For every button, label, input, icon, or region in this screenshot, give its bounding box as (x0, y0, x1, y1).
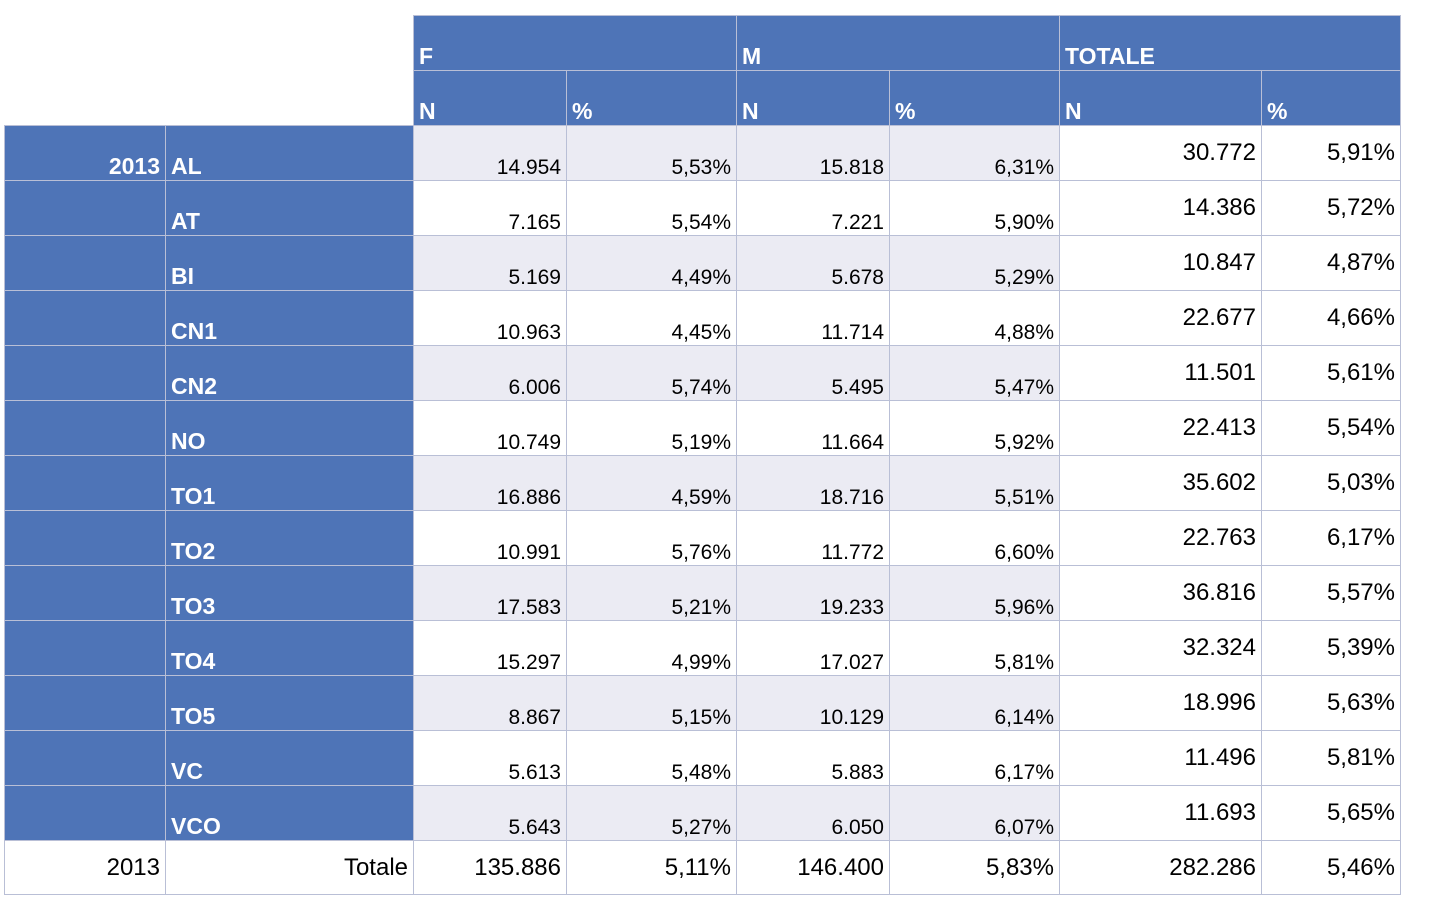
row-label-cell: TO1 (166, 456, 414, 511)
f-n-cell: 10.991 (414, 511, 567, 566)
t-pct-cell: 5,57% (1262, 566, 1401, 621)
f-n-cell: 5.613 (414, 731, 567, 786)
t-n-cell: 22.413 (1060, 401, 1262, 456)
row-label-cell: TO4 (166, 621, 414, 676)
sub-header-t-pct: % (1262, 71, 1401, 126)
data-table (4, 15, 1401, 895)
m-n-cell: 15.818 (737, 126, 890, 181)
row-year-cell (5, 786, 166, 841)
m-n-cell: 17.027 (737, 621, 890, 676)
row-year-cell (5, 346, 166, 401)
total-m-n-cell: 146.400 (737, 841, 890, 895)
m-pct-cell: 4,88% (890, 291, 1060, 346)
table-row (5, 676, 1401, 731)
f-n-cell: 5.643 (414, 786, 567, 841)
t-n-cell: 35.602 (1060, 456, 1262, 511)
f-n-cell: 14.954 (414, 126, 567, 181)
sub-header-f-pct: % (567, 71, 737, 126)
table-row (5, 126, 1401, 181)
t-n-cell: 11.693 (1060, 786, 1262, 841)
m-pct-cell: 6,60% (890, 511, 1060, 566)
total-f-pct-cell: 5,11% (567, 841, 737, 895)
header-group-row (5, 16, 1401, 71)
m-pct-cell: 6,31% (890, 126, 1060, 181)
row-label-cell: VC (166, 731, 414, 786)
t-pct-cell: 5,81% (1262, 731, 1401, 786)
corner-cell (5, 16, 414, 71)
sub-header-m-n: N (737, 71, 890, 126)
sub-header-m-pct: % (890, 71, 1060, 126)
t-pct-cell: 5,61% (1262, 346, 1401, 401)
t-n-cell: 14.386 (1060, 181, 1262, 236)
f-n-cell: 16.886 (414, 456, 567, 511)
row-label-cell: AL (166, 126, 414, 181)
row-label-cell: NO (166, 401, 414, 456)
t-pct-cell: 4,87% (1262, 236, 1401, 291)
t-n-cell: 22.763 (1060, 511, 1262, 566)
f-n-cell: 15.297 (414, 621, 567, 676)
m-pct-cell: 5,47% (890, 346, 1060, 401)
m-n-cell: 18.716 (737, 456, 890, 511)
m-pct-cell: 5,92% (890, 401, 1060, 456)
table-row (5, 511, 1401, 566)
t-n-cell: 32.324 (1060, 621, 1262, 676)
f-pct-cell: 5,76% (567, 511, 737, 566)
m-n-cell: 11.714 (737, 291, 890, 346)
m-n-cell: 6.050 (737, 786, 890, 841)
f-pct-cell: 5,21% (567, 566, 737, 621)
table-row (5, 346, 1401, 401)
f-pct-cell: 4,49% (567, 236, 737, 291)
m-pct-cell: 5,90% (890, 181, 1060, 236)
row-year-cell: 2013 (5, 126, 166, 181)
row-label-cell: AT (166, 181, 414, 236)
sub-header-f-n: N (414, 71, 567, 126)
t-n-cell: 10.847 (1060, 236, 1262, 291)
row-year-cell (5, 181, 166, 236)
row-label-cell: VCO (166, 786, 414, 841)
m-n-cell: 11.772 (737, 511, 890, 566)
m-pct-cell: 6,14% (890, 676, 1060, 731)
m-n-cell: 10.129 (737, 676, 890, 731)
row-year-cell (5, 456, 166, 511)
f-n-cell: 8.867 (414, 676, 567, 731)
m-n-cell: 5.495 (737, 346, 890, 401)
row-year-cell (5, 731, 166, 786)
t-n-cell: 30.772 (1060, 126, 1262, 181)
table-row (5, 401, 1401, 456)
row-year-cell (5, 676, 166, 731)
table-row (5, 566, 1401, 621)
t-n-cell: 18.996 (1060, 676, 1262, 731)
m-pct-cell: 5,81% (890, 621, 1060, 676)
m-pct-cell: 5,96% (890, 566, 1060, 621)
f-n-cell: 5.169 (414, 236, 567, 291)
table-row (5, 621, 1401, 676)
total-label-cell: Totale (166, 841, 414, 895)
group-header-totale: TOTALE (1060, 16, 1401, 71)
f-n-cell: 17.583 (414, 566, 567, 621)
t-pct-cell: 5,91% (1262, 126, 1401, 181)
header-sub-row (5, 71, 1401, 126)
f-pct-cell: 5,54% (567, 181, 737, 236)
t-pct-cell: 5,39% (1262, 621, 1401, 676)
m-n-cell: 5.883 (737, 731, 890, 786)
f-pct-cell: 5,48% (567, 731, 737, 786)
f-pct-cell: 5,27% (567, 786, 737, 841)
m-n-cell: 19.233 (737, 566, 890, 621)
row-label-cell: TO5 (166, 676, 414, 731)
row-year-cell (5, 511, 166, 566)
total-f-n-cell: 135.886 (414, 841, 567, 895)
row-label-cell: TO3 (166, 566, 414, 621)
m-pct-cell: 6,17% (890, 731, 1060, 786)
t-n-cell: 11.496 (1060, 731, 1262, 786)
f-n-cell: 10.749 (414, 401, 567, 456)
t-pct-cell: 5,63% (1262, 676, 1401, 731)
f-pct-cell: 4,45% (567, 291, 737, 346)
f-n-cell: 7.165 (414, 181, 567, 236)
m-pct-cell: 5,29% (890, 236, 1060, 291)
table-row (5, 786, 1401, 841)
t-n-cell: 11.501 (1060, 346, 1262, 401)
f-pct-cell: 5,19% (567, 401, 737, 456)
m-n-cell: 5.678 (737, 236, 890, 291)
m-pct-cell: 6,07% (890, 786, 1060, 841)
f-pct-cell: 4,99% (567, 621, 737, 676)
row-year-cell (5, 401, 166, 456)
corner-cell (5, 71, 414, 126)
row-year-cell (5, 621, 166, 676)
t-pct-cell: 5,72% (1262, 181, 1401, 236)
table-row (5, 731, 1401, 786)
f-n-cell: 10.963 (414, 291, 567, 346)
row-label-cell: CN2 (166, 346, 414, 401)
f-pct-cell: 5,74% (567, 346, 737, 401)
total-row (5, 841, 1401, 895)
t-pct-cell: 5,65% (1262, 786, 1401, 841)
row-year-cell (5, 236, 166, 291)
m-pct-cell: 5,51% (890, 456, 1060, 511)
group-header-m: M (737, 16, 1060, 71)
row-label-cell: BI (166, 236, 414, 291)
total-t-n-cell: 282.286 (1060, 841, 1262, 895)
table-row (5, 181, 1401, 236)
t-pct-cell: 5,03% (1262, 456, 1401, 511)
row-year-cell (5, 291, 166, 346)
t-n-cell: 36.816 (1060, 566, 1262, 621)
row-label-cell: TO2 (166, 511, 414, 566)
table-row (5, 456, 1401, 511)
t-pct-cell: 6,17% (1262, 511, 1401, 566)
m-n-cell: 11.664 (737, 401, 890, 456)
t-n-cell: 22.677 (1060, 291, 1262, 346)
total-year-cell: 2013 (5, 841, 166, 895)
t-pct-cell: 5,54% (1262, 401, 1401, 456)
t-pct-cell: 4,66% (1262, 291, 1401, 346)
group-header-f: F (414, 16, 737, 71)
total-m-pct-cell: 5,83% (890, 841, 1060, 895)
table-row (5, 291, 1401, 346)
table-row (5, 236, 1401, 291)
f-n-cell: 6.006 (414, 346, 567, 401)
sub-header-t-n: N (1060, 71, 1262, 126)
row-label-cell: CN1 (166, 291, 414, 346)
m-n-cell: 7.221 (737, 181, 890, 236)
f-pct-cell: 4,59% (567, 456, 737, 511)
row-year-cell (5, 566, 166, 621)
f-pct-cell: 5,53% (567, 126, 737, 181)
total-t-pct-cell: 5,46% (1262, 841, 1401, 895)
f-pct-cell: 5,15% (567, 676, 737, 731)
